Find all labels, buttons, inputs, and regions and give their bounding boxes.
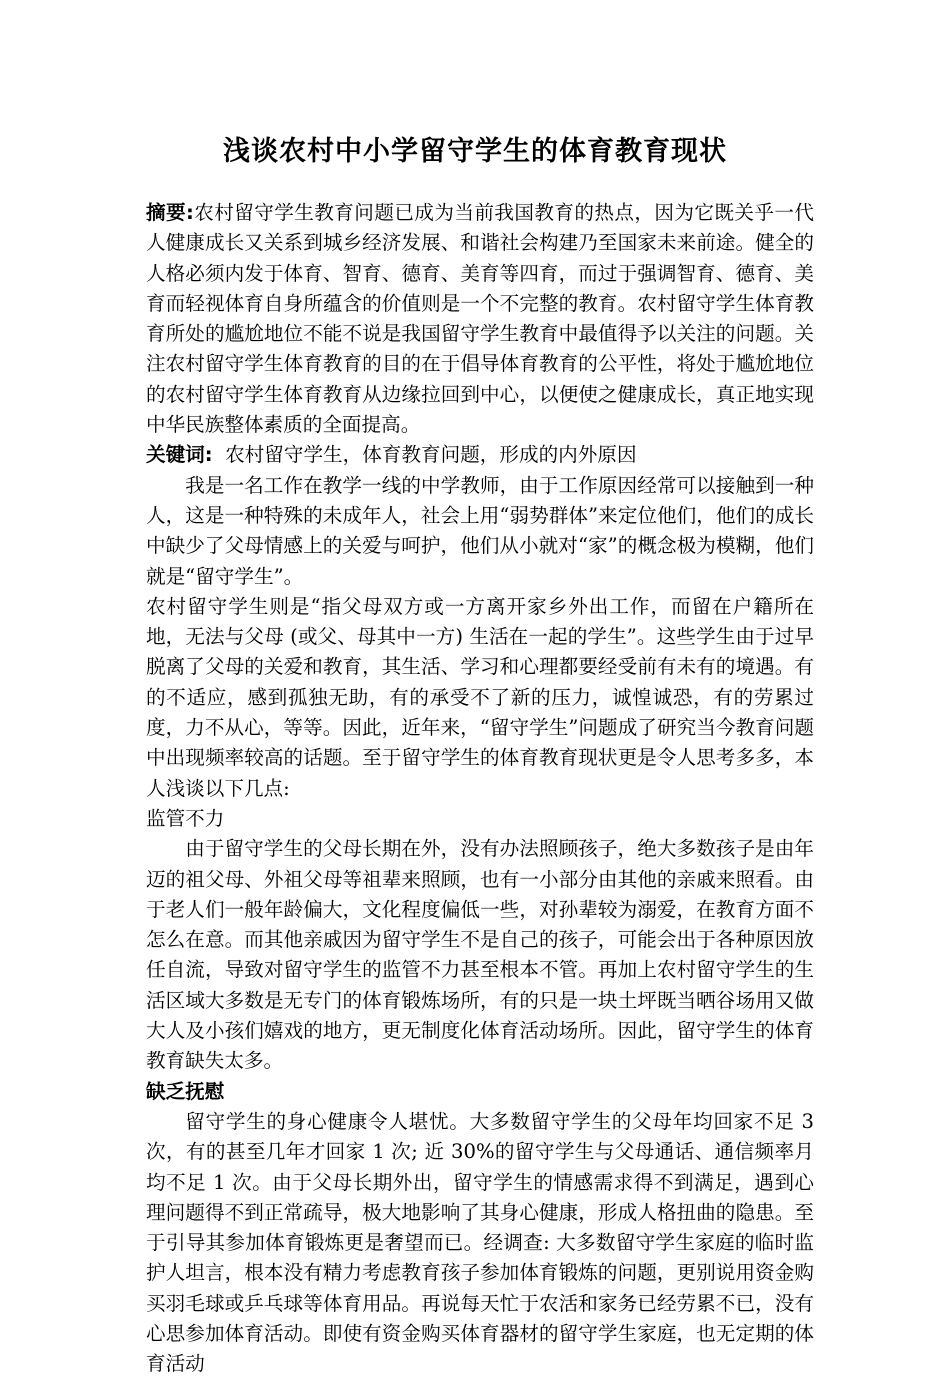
definition-paragraph: 农村留守学生则是“指父母双方或一方离开家乡外出工作，而留在户籍所在地，无法与父母 (或父、母其中一方) 生活在一起的学生”。这些学生由于过早脱离了父母的关爱和教育，其生活、学习和心理都要经受前有未有的境遇。有的不适应，感到孤独无助，有的承受不了新的压力，诚惶诚恐，有的劳累过度，力不从心，等等。因此，近年来，“留守学生”问题成了研究当今教育问题中出现频率较高的话题。至于留守学生的体育教育现状更是令人思考多多，本人浅谈以下几点:: [146, 594, 814, 800]
intro-paragraph: 我是一名工作在教学一线的中学教师，由于工作原因经常可以接触到一种人，这是一种特殊的未成年人，社会上用“弱势群体”来定位他们，他们的成长中缺少了父母情感上的关爱与呵护，他们从小就对“家”的概念极为模糊，他们就是“留守学生”。: [146, 473, 814, 588]
section-heading-supervision: 监管不力: [146, 806, 225, 830]
comfort-paragraph: 留守学生的身心健康令人堪忧。大多数留守学生的父母年均回家不足 3 次，有的甚至几年才回家 1 次; 近 30%的留守学生与父母通话、通信频率月均不足 1 次。由于父母长期外出，留守学生的情感需求得不到满足，遇到心理问题得不到正常疏导，极大地影响了其身心健康，形成人格扭曲的隐患。至于引导其参加体育锻炼更是奢望而已。经调查: 大多数留守学生家庭的临时监护人坦言，根本没有精力考虑教育孩子参加体育锻炼的问题，更别说用资金购买羽毛球或乒乓球等体育用品。再说每天忙于农活和家务已经劳累不已，没有心思参加体育活动。即使有资金购买体育器材的留守学生家庭，也无定期的体育活动: [146, 1109, 814, 1376]
supervision-paragraph: 由于留守学生的父母长期在外，没有办法照顾孩子，绝大多数孩子是由年迈的祖父母、外祖父母等祖辈来照顾，也有一小部分由其他的亲戚来照看。由于老人们一般年龄偏大，文化程度偏低一些，对孙辈较为溺爱，在教育方面不怎么在意。而其他亲戚因为留守学生不是自己的孩子，可能会出于各种原因放任自流，导致对留守学生的监管不力甚至根本不管。再加上农村留守学生的生活区域大多数是无专门的体育锻炼场所，有的只是一块土坪既当晒谷场用又做大人及小孩们嬉戏的地方，更无制度化体育活动场所。因此，留守学生的体育教育缺失太多。: [146, 837, 814, 1073]
keywords-paragraph: [146, 440, 814, 470]
abstract-label: 摘要:: [146, 201, 194, 224]
abstract-text: 农村留守学生教育问题已成为当前我国教育的热点，因为它既关乎一代人健康成长又关系到城乡经济发展、和谐社会构建乃至国家未来前途。健全的人格必须内发于体育、智育、德育、美育等四育，而过于强调智育、德育、美育而轻视体育自身所蕴含的价值则是一个不完整的教育。农村留守学生体育教育所处的尴尬地位不能不说是我国留守学生教育中最值得予以关注的问题。关注农村留守学生体育教育的目的在于倡导体育教育的公平性，将处于尴尬地位的农村留守学生体育教育从边缘拉回到中心，以便使之健康成长，真正地实现中华民族整体素质的全面提高。: [146, 201, 815, 437]
abstract-paragraph: [146, 198, 814, 440]
section-heading-comfort: 缺乏抚慰: [146, 1079, 225, 1103]
keywords-text: 农村留守学生，体育教育问题，形成的内外原因: [225, 443, 637, 467]
keywords-label: 关键词:: [146, 443, 213, 467]
document-body: [146, 198, 814, 1380]
document-title: 浅谈农村中小学留守学生的体育教育现状: [223, 136, 727, 167]
